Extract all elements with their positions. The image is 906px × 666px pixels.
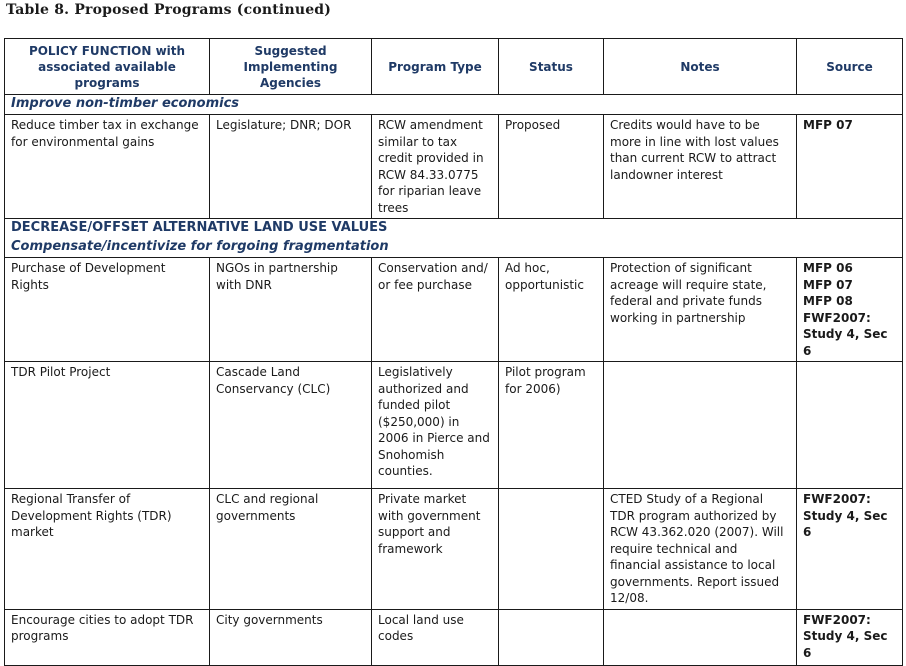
header-source: Source <box>797 39 903 95</box>
header-agencies: Suggested Implementing Agencies <box>210 39 372 95</box>
source-cell: MFP 06 MFP 07 MFP 08 FWF2007: Study 4, Sec 6 <box>797 258 903 362</box>
source-cell: FWF2007: Study 4, Sec 6 <box>797 489 903 610</box>
notes-cell <box>604 362 797 489</box>
notes-cell: CTED Study of a Regional TDR program authorized by RCW 43.362.020 (2007). Will require technical and financial assistance to local governments. Report issued 12/08. <box>604 489 797 610</box>
program-type-cell: Conservation and/ or fee purchase <box>372 258 499 362</box>
agencies-cell: Cascade Land Conservancy (CLC) <box>210 362 372 489</box>
agencies-cell: CLC and regional governments <box>210 489 372 610</box>
header-program-type: Program Type <box>372 39 499 95</box>
status-cell: Pilot program for 2006) <box>499 362 604 489</box>
agencies-cell: NGOs in partnership with DNR <box>210 258 372 362</box>
status-cell <box>499 489 604 610</box>
program-type-cell: Local land use codes <box>372 609 499 665</box>
table-row <box>5 362 903 489</box>
header-notes: Notes <box>604 39 797 95</box>
table-row <box>5 609 903 665</box>
policy-cell: Regional Transfer of Development Rights (TDR) market <box>5 489 210 610</box>
agencies-cell: City governments <box>210 609 372 665</box>
table-row <box>5 489 903 610</box>
subsection-heading: Compensate/incentivize for forgoing fragmentation <box>5 238 903 258</box>
source-cell: MFP 07 <box>797 115 903 219</box>
section-heading: DECREASE/OFFSET ALTERNATIVE LAND USE VALUES <box>5 219 903 239</box>
table-caption: Table 8. Proposed Programs (continued) <box>6 2 332 18</box>
table-row <box>5 258 903 362</box>
notes-cell: Credits would have to be more in line with lost values than current RCW to attract landowner interest <box>604 115 797 219</box>
source-cell: FWF2007: Study 4, Sec 6 <box>797 609 903 665</box>
proposed-programs-table <box>4 38 903 666</box>
policy-cell: Encourage cities to adopt TDR programs <box>5 609 210 665</box>
section-row <box>5 238 903 258</box>
policy-cell: Purchase of Development Rights <box>5 258 210 362</box>
policy-cell: Reduce timber tax in exchange for environmental gains <box>5 115 210 219</box>
header-status: Status <box>499 39 604 95</box>
status-cell: Proposed <box>499 115 604 219</box>
status-cell: Ad hoc, opportunistic <box>499 258 604 362</box>
section-row <box>5 219 903 239</box>
agencies-cell: Legislature; DNR; DOR <box>210 115 372 219</box>
section-heading: Improve non-timber economics <box>5 95 903 115</box>
policy-cell: TDR Pilot Project <box>5 362 210 489</box>
notes-cell <box>604 609 797 665</box>
program-type-cell: Legislatively authorized and funded pilot ($250,000) in 2006 in Pierce and Snohomish counties. <box>372 362 499 489</box>
program-type-cell: Private market with government support and framework <box>372 489 499 610</box>
header-policy-function: POLICY FUNCTION with associated available programs <box>5 39 210 95</box>
source-cell <box>797 362 903 489</box>
notes-cell: Protection of significant acreage will require state, federal and private funds working in partnership <box>604 258 797 362</box>
program-type-cell: RCW amendment similar to tax credit provided in RCW 84.33.0775 for riparian leave trees <box>372 115 499 219</box>
table-row <box>5 115 903 219</box>
status-cell <box>499 609 604 665</box>
header-row <box>5 39 903 95</box>
section-row <box>5 95 903 115</box>
